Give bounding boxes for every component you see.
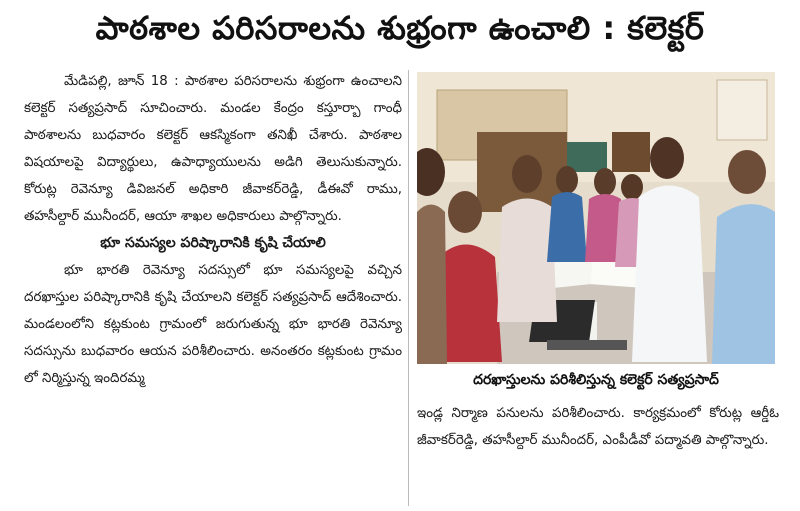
photo-caption: దరఖాస్తులను పరిశీలిస్తున్న కలెక్టర్ సత్యప్రసాద్ <box>473 371 719 388</box>
headline: పాఠశాల పరిసరాలను శుభ్రంగా ఉంచాలి : కలెక్టర్ <box>95 9 705 47</box>
right-column <box>417 400 779 508</box>
column-divider <box>408 70 409 506</box>
paragraph-intro: మేడిపల్లి, జూన్ 18 : పాఠశాల పరిసరాలను శుభ్రంగా ఉంచాలని కలెక్టర్ సత్యప్రసాద్ సూచించారు. మండల కేంద్రం కస్తూర్బా గాంధీ పాఠశాలను బుధవారం కలెక్టర్ ఆకస్మికంగా తనిఖీ చేశారు. పాఠశాల విషయాలపై విద్యార్థులు, ఉపాధ్యాయులను అడిగి తెలుసుకున్నారు. కోరుట్ల రెవెన్యూ డివిజనల్ అధికారి జీవాకర్‌రెడ్డి, డీఈవో రాము, తహసీల్దార్ మునీందర్, ఆయా శాఖల అధికారులు పాల్గొన్నారు. <box>24 74 402 224</box>
left-column <box>24 68 402 508</box>
paragraph-land-issues: భూ భారతి రెవెన్యూ సదస్సులో భూ సమస్యలపై వచ్చిన దరఖాస్తుల పరిష్కారానికి కృషి చేయాలని కలెక్టర్ సత్యప్రసాద్ ఆదేశించారు. మండలంలోని కట్లకుంట గ్రామంలో జరుగుతున్న భూ భారతి రెవెన్యూ సదస్సును బుధవారం ఆయన పరిశీలించారు. అనంతరం కట్లకుంట గ్రామం లో నిర్మిస్తున్న ఇందిరమ్మ <box>24 263 402 386</box>
subheading: భూ సమస్యల పరిష్కారానికి కృషి చేయాలి <box>100 235 326 251</box>
photo-illustration <box>417 72 775 364</box>
paragraph-continuation: ఇండ్ల నిర్మాణ పనులను పరిశీలించారు. కార్యక్రమంలో కోరుట్ల ఆర్డీఓ జీవాకర్‌రెడ్డి, తహసీల్దార్ మునీందర్, ఎంపీడీవో పద్మావతి పాల్గొన్నారు. <box>417 406 779 448</box>
news-photo <box>417 72 775 364</box>
